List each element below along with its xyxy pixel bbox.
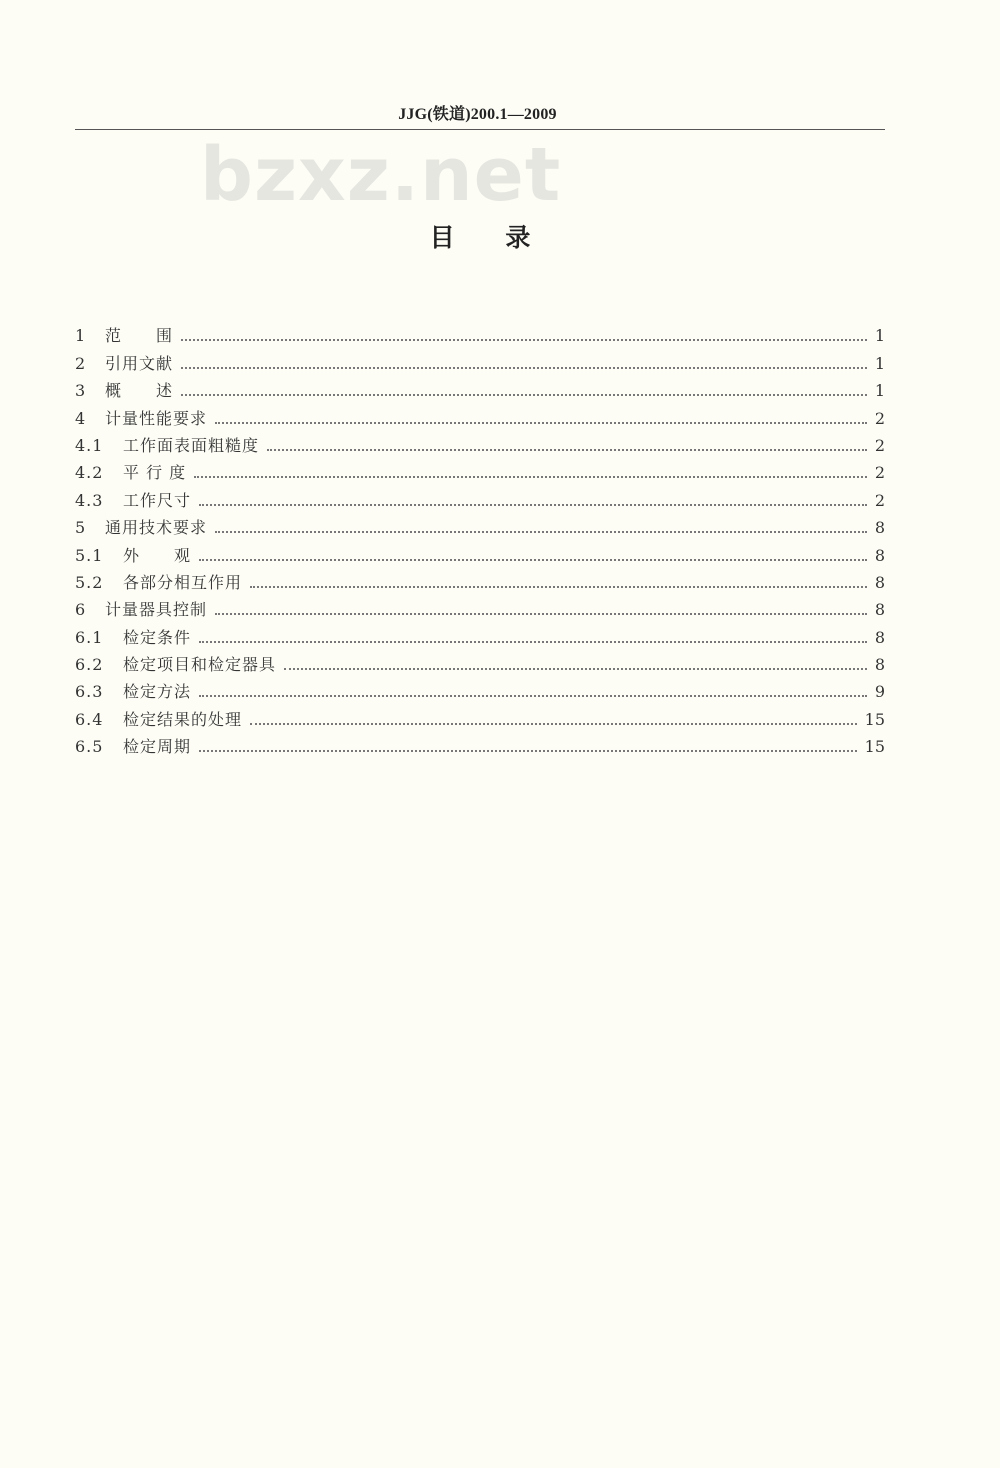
toc-entry-number: 5.1 (75, 545, 104, 565)
toc-entry-title: 工作面表面粗糙度 (123, 435, 260, 455)
toc-dot-leader (215, 613, 867, 615)
toc-entry-page: 15 (864, 709, 885, 729)
toc-entry-number: 6.3 (75, 682, 104, 702)
toc-entry-number: 6 (75, 600, 87, 620)
toc-dot-leader (194, 476, 867, 478)
toc-entry-title: 计量性能要求 (105, 408, 208, 428)
toc-dot-leader (250, 586, 867, 588)
toc-entry-4-2[interactable] (75, 456, 885, 483)
toc-entry-6[interactable] (75, 593, 885, 620)
toc-entry-title: 检定方法 (123, 682, 192, 702)
toc-entry-number: 4.2 (75, 463, 104, 483)
toc-dot-leader (267, 449, 867, 451)
toc-dot-leader (181, 367, 867, 369)
toc-entry-page: 2 (874, 435, 885, 455)
document-code-header: JJG(铁道)200.1—2009 (398, 106, 557, 123)
toc-entry-page: 1 (874, 381, 885, 401)
toc-entry-title: 计量器具控制 (105, 600, 208, 620)
toc-dot-leader (181, 339, 867, 341)
toc-entry-number: 5.2 (75, 572, 104, 592)
toc-entry-5[interactable] (75, 511, 885, 538)
toc-entry-4[interactable] (75, 401, 885, 428)
toc-entry-5-2[interactable] (75, 566, 885, 593)
toc-dot-leader (284, 668, 867, 670)
toc-entry-page: 9 (874, 682, 885, 702)
toc-entry-title: 各部分相互作用 (123, 572, 243, 592)
toc-entry-number: 4 (75, 408, 87, 428)
toc-entry-number: 6.5 (75, 737, 104, 757)
toc-dot-leader (199, 641, 867, 643)
toc-entry-number: 6.1 (75, 627, 104, 647)
toc-entry-page: 8 (874, 545, 885, 565)
toc-entry-number: 4.1 (75, 435, 104, 455)
toc-entry-page: 1 (874, 326, 885, 346)
toc-entry-page: 2 (874, 463, 885, 483)
toc-entry-page: 2 (874, 408, 885, 428)
table-of-contents (75, 319, 885, 757)
toc-entry-title: 检定项目和检定器具 (123, 655, 277, 675)
toc-entry-number: 1 (75, 326, 87, 346)
toc-dot-leader (215, 531, 867, 533)
toc-entry-title: 检定条件 (123, 627, 192, 647)
toc-entry-title: 检定周期 (123, 737, 192, 757)
toc-entry-5-1[interactable] (75, 538, 885, 565)
toc-entry-page: 15 (864, 737, 885, 757)
toc-entry-title: 外 观 (123, 545, 192, 565)
toc-dot-leader (181, 394, 867, 396)
toc-entry-page: 8 (874, 627, 885, 647)
toc-entry-page: 1 (874, 353, 885, 373)
toc-entry-number: 3 (75, 381, 87, 401)
toc-entry-page: 8 (874, 655, 885, 675)
toc-entry-4-3[interactable] (75, 483, 885, 510)
toc-entry-number: 4.3 (75, 490, 104, 510)
toc-entry-2[interactable] (75, 346, 885, 373)
toc-entry-6-1[interactable] (75, 620, 885, 647)
toc-dot-leader (199, 504, 867, 506)
toc-entry-6-3[interactable] (75, 675, 885, 702)
toc-entry-3[interactable] (75, 374, 885, 401)
toc-entry-title: 通用技术要求 (105, 518, 208, 538)
toc-entry-number: 5 (75, 518, 87, 538)
toc-entry-6-4[interactable] (75, 702, 885, 729)
toc-entry-title: 范 围 (105, 326, 174, 346)
watermark-text: bzxz.net (200, 132, 562, 218)
toc-entry-6-2[interactable] (75, 648, 885, 675)
toc-entry-number: 2 (75, 353, 87, 373)
toc-entry-page: 8 (874, 600, 885, 620)
toc-dot-leader (199, 559, 867, 561)
toc-entry-title: 概 述 (105, 381, 174, 401)
toc-entry-page: 2 (874, 490, 885, 510)
toc-dot-leader (250, 723, 857, 725)
toc-entry-6-5[interactable] (75, 730, 885, 757)
toc-dot-leader (199, 750, 857, 752)
toc-entry-title: 引用文献 (105, 353, 174, 373)
toc-entry-title: 检定结果的处理 (123, 709, 243, 729)
toc-title: 目 录 (429, 223, 531, 252)
toc-entry-number: 6.2 (75, 655, 104, 675)
toc-entry-page: 8 (874, 518, 885, 538)
toc-dot-leader (215, 422, 867, 424)
toc-entry-4-1[interactable] (75, 429, 885, 456)
header-divider (75, 129, 885, 130)
toc-entry-1[interactable] (75, 319, 885, 346)
toc-entry-number: 6.4 (75, 709, 104, 729)
toc-entry-page: 8 (874, 572, 885, 592)
toc-entry-title: 平 行 度 (123, 463, 187, 483)
toc-entry-title: 工作尺寸 (123, 490, 192, 510)
toc-dot-leader (199, 695, 867, 697)
